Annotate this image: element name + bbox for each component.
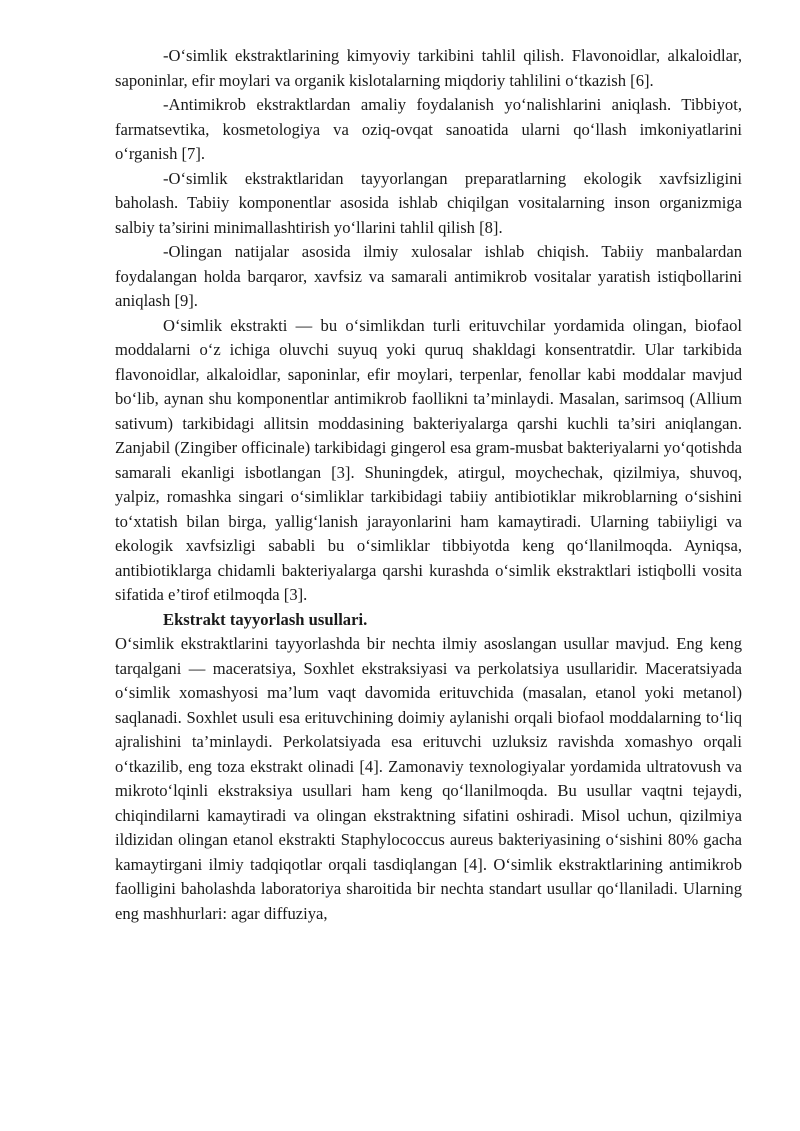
document-page xyxy=(115,44,742,926)
list-item-ecological-safety: -O‘simlik ekstraktlaridan tayyorlangan preparatlarning ekologik xavfsizligini baholash. Tabiiy komponentlar asosida ishlab chiqilgan vositalarning inson organizmiga salbiy ta’sirini minimallashtirish yo‘llarini tahlil qilish [8]. xyxy=(115,168,742,237)
list-item-conclusions: -Olingan natijalar asosida ilmiy xulosalar ishlab chiqish. Tabiiy manbalardan foydalangan holda barqaror, xavfsiz va samarali antimikrob vositalar yaratish istiqbollarini aniqlash [9]. xyxy=(115,242,742,310)
list-item-chemical-analysis: -O‘simlik ekstraktlarining kimyoviy tarkibini tahlil qilish. Flavonoidlar, alkaloidlar, saponinlar, efir moylari va organik kislotalarning miqdoriy tahlilini o‘tkazish [6]. xyxy=(115,46,742,90)
list-item-practical-use: -Antimikrob ekstraktlardan amaliy foydalanish yo‘nalishlarini aniqlash. Tibbiyot, farmatsevtika, kosmetologiya va oziq-ovqat sanoatida ularni qo‘llash imkoniyatlarini o‘rganish [7]. xyxy=(115,95,742,163)
section-heading: Ekstrakt tayyorlash usullari. xyxy=(163,609,368,629)
paragraph-extraction-methods: O‘simlik ekstraktlarini tayyorlashda bir nechta ilmiy asoslangan usullar mavjud. Eng keng tarqalgani — maceratsiya, Soxhlet ekstraksiyasi va perkolatsiya usullaridir. Maceratsiyada o‘simlik xomashyosi ma’lum vaqt davomida erituvchida (masalan, etanol yoki metanol) saqlanadi. Soxhlet usuli esa erituvchining doimiy aylanishi orqali biofaol moddalarning to‘liq ajralishini ta’minlaydi. Perkolatsiyada esa erituvchi uzluksiz ravishda xomashyo orqali o‘tkazilib, eng toza ekstrakt olinadi [4]. Zamonaviy texnologiyalar yordamida ultratovush va mikroto‘lqinli ekstraksiya usullari ham keng qo‘llanilmoqda. Bu usullar vaqtni tejaydi, chiqindilarni kamaytiradi va olingan ekstraktning sifatini oshiradi. Misol uchun, qizilmiya ildizidan olingan etanol ekstrakti Staphylococcus aureus bakteriyasining o‘sishini 80% gacha kamaytirgani ilmiy tadqiqotlar orqali tasdiqlangan [4]. O‘simlik ekstraktlarining antimikrob faolligini baholashda laboratoriya sharoitida bir nechta standart usullar qo‘llaniladi. Ularning eng mashhurlari: agar diffuziya, xyxy=(115,634,742,923)
paragraph-plant-extract: O‘simlik ekstrakti — bu o‘simlikdan turli erituvchilar yordamida olingan, biofaol moddalarni o‘z ichiga oluvchi suyuq yoki quruq shakldagi konsentratdir. Ular tarkibida flavonoidlar, alkaloidlar, saponinlar, efir moylari, terpenlar, fenollar kabi moddalar mavjud bo‘lib, aynan shu komponentlar antimikrob faollikni ta’minlaydi. Masalan, sarimsoq (Allium sativum) tarkibidagi allitsin moddasining bakteriyalarga qarshi kuchli ta’siri aniqlangan. Zanjabil (Zingiber officinale) tarkibidagi gingerol esa gram-musbat bakteriyalarni yo‘qotishda samarali ekanligi isbotlangan [3]. Shuningdek, atirgul, moychechak, qizilmiya, shuvoq, yalpiz, romashka singari o‘simliklar tarkibidagi tabiiy antibiotiklar mikroblarning o‘sishini to‘xtatish bilan birga, yallig‘lanish jarayonlarini ham kamaytiradi. Ularning tabiiyligi va ekologik xavfsizligi sababli bu o‘simliklar tibbiyotda keng qo‘llanilmoqda. Ayniqsa, antibiotiklarga chidamli bakteriyalarga qarshi kurashda o‘simlik ekstraktlari istiqbolli vosita sifatida e’tirof etilmoqda [3]. xyxy=(115,315,742,604)
